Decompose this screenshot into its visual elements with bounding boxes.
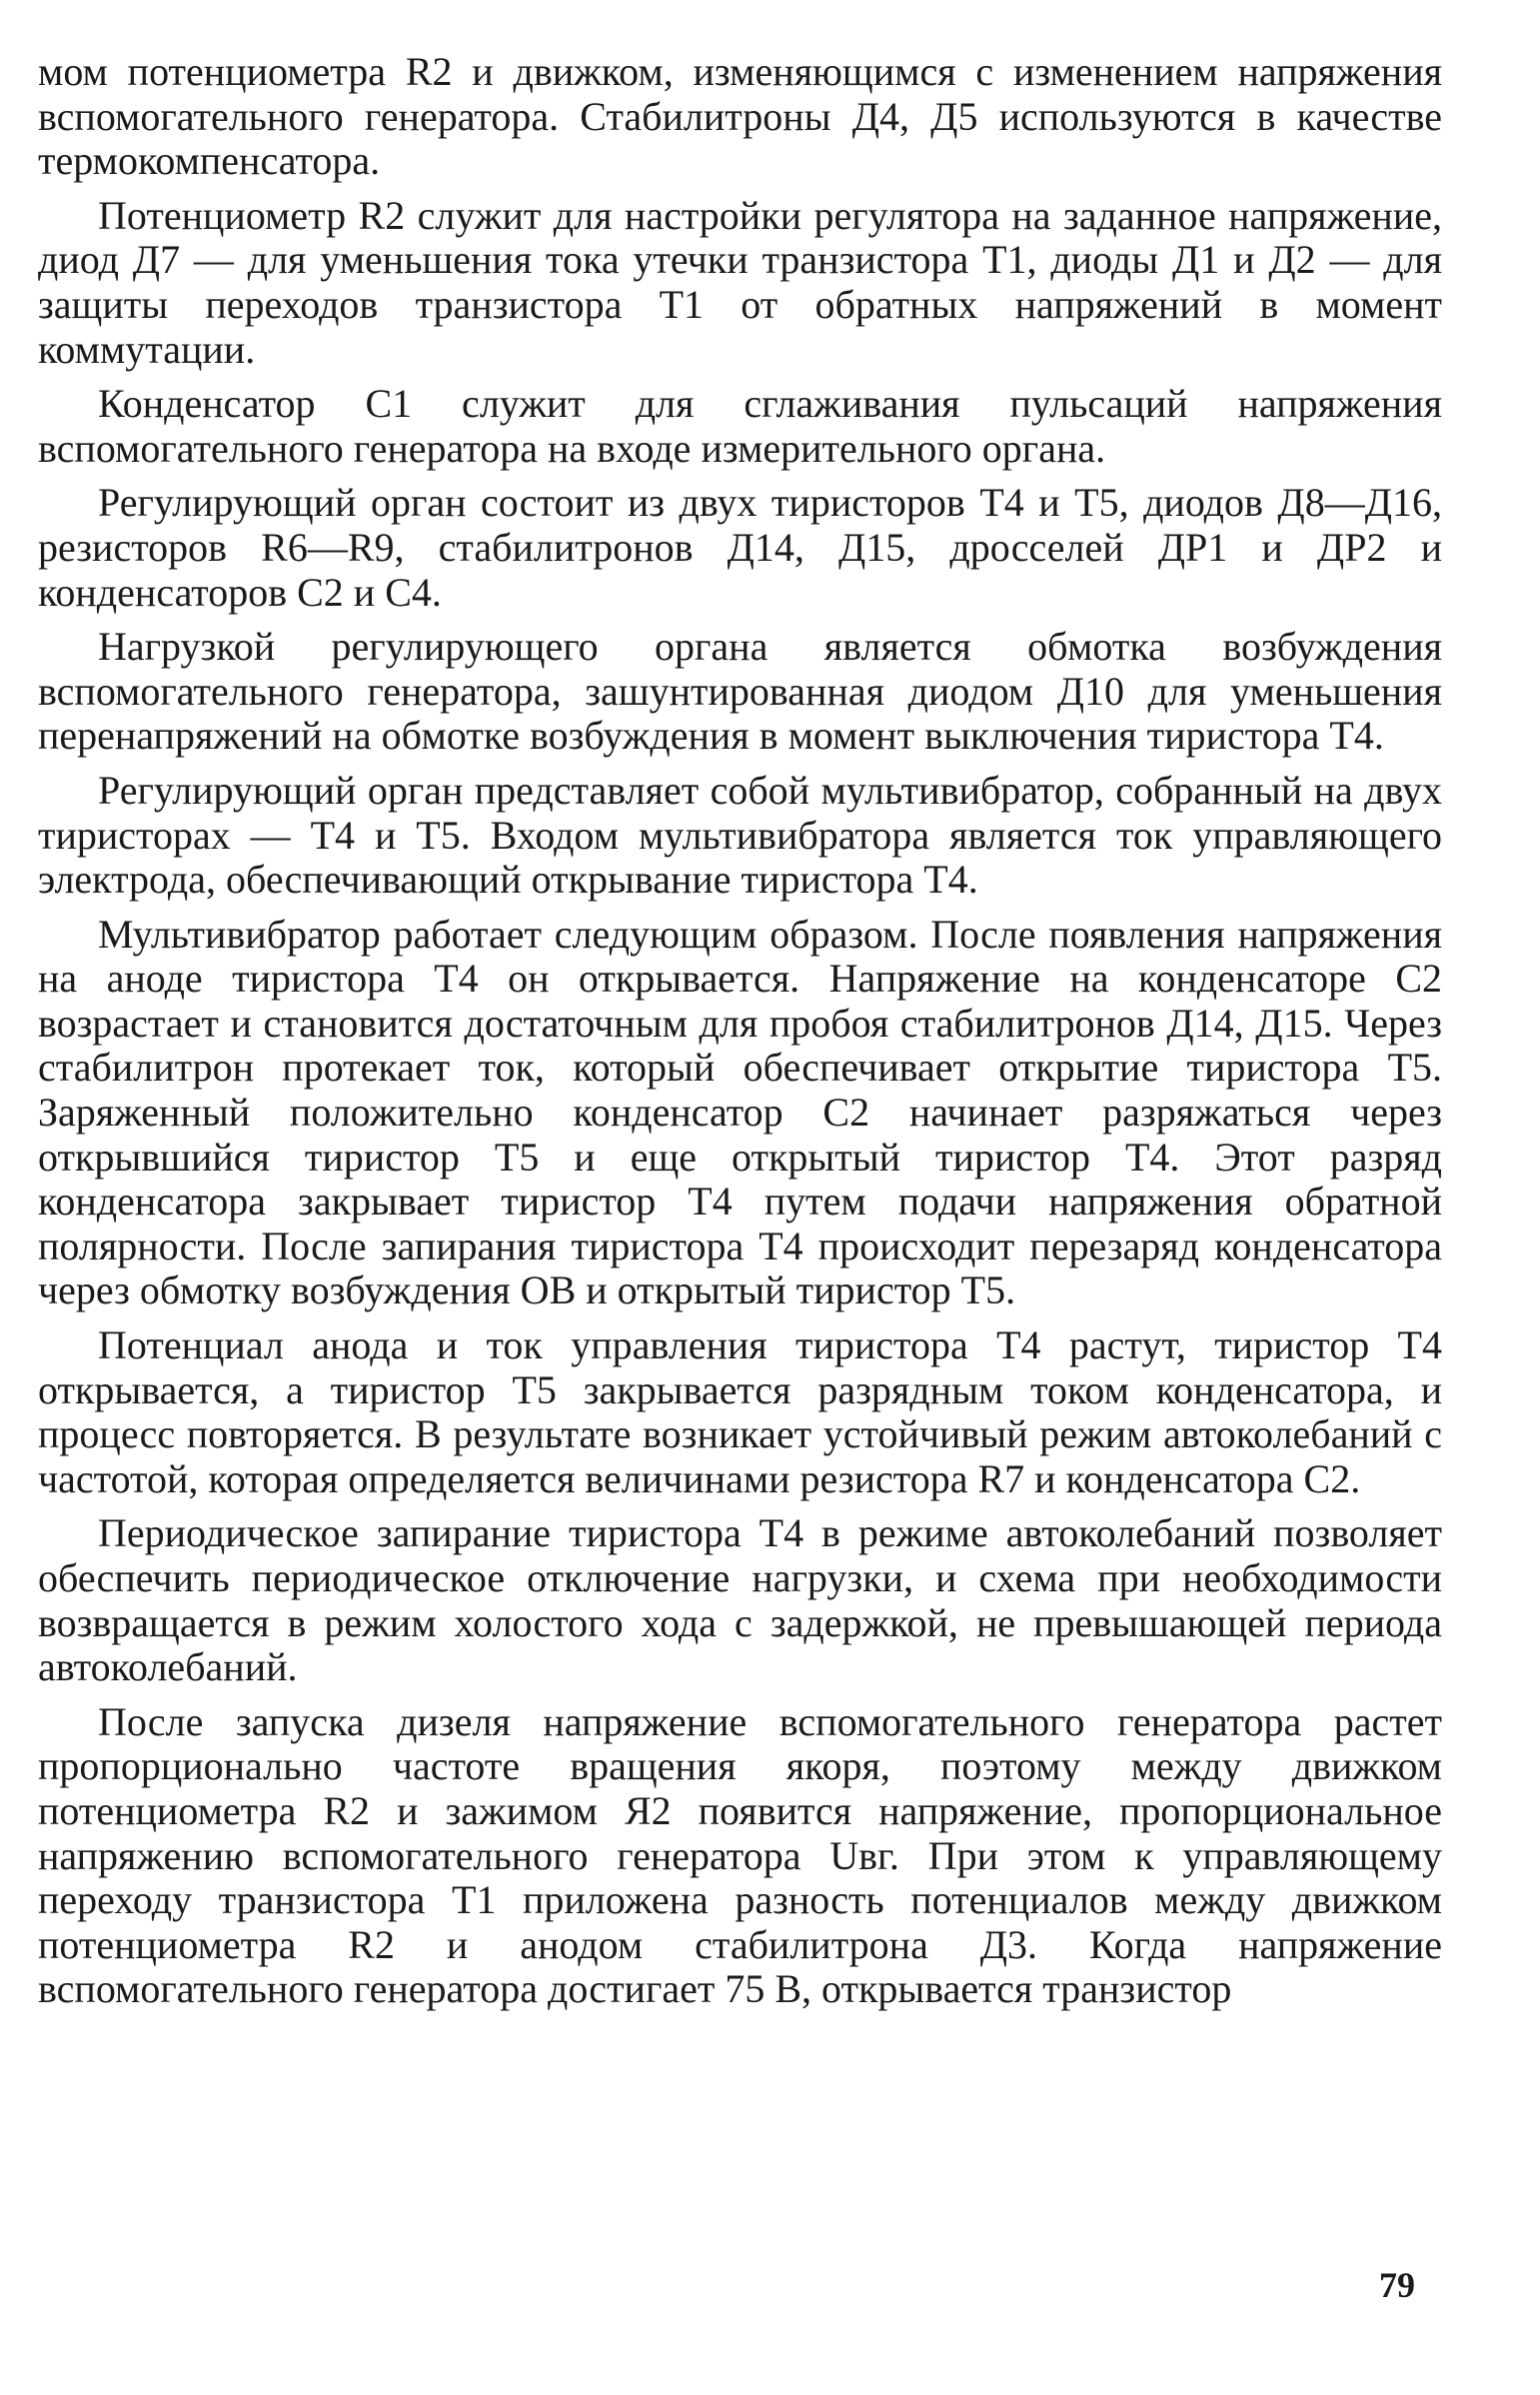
paragraph-2: Потенциометр R2 служит для настройки регулятора на заданное напряжение, диод Д7 — для уменьшения тока утечки транзистора Т1, диоды Д1 и Д2 — для защиты переходов транзистора Т1 от обратных напряжений в момент коммутации. [38,192,1442,372]
page-body [38,50,1442,2022]
paragraph-1: мом потенциометра R2 и движком, изменяющимся с изменением напряжения вспомогательного генератора. Стабилитроны Д4, Д5 используются в качестве термокомпенсатора. [38,49,1442,184]
paragraph-9: Периодическое запирание тиристора Т4 в режиме автоколебаний позволяет обеспечить периодическое отключение нагрузки, и схема при необходимости возвращается в режим холостого хода с задержкой, не превышающей периода автоколебаний. [38,1510,1442,1690]
paragraph-6: Регулирующий орган представляет собой мультивибратор, собранный на двух тиристорах — Т4 и Т5. Входом мультивибратора является ток управляющего электрода, обеспечивающий открывание тиристора Т4. [38,767,1442,903]
paragraph-4: Регулирующий орган состоит из двух тиристоров Т4 и Т5, диодов Д8—Д16, резисторов R6—R9, стабилитронов Д14, Д15, дросселей ДР1 и ДР2 и конденсаторов С2 и С4. [38,480,1442,615]
page-number: 79 [1379,2265,1415,2305]
paragraph-3: Конденсатор С1 служит для сглаживания пульсаций напряжения вспомогательного генератора на входе измерительного органа. [38,381,1442,471]
paragraph-5: Нагрузкой регулирующего органа является обмотка возбуждения вспомогательного генератора, зашунтированная диодом Д10 для уменьшения перенапряжений на обмотке возбуждения в момент выключения тиристора Т4. [38,624,1442,759]
paragraph-10: После запуска дизеля напряжение вспомогательного генератора растет пропорционально частоте вращения якоря, поэтому между движком потенциометра R2 и зажимом Я2 появится напряжение, пропорциональное напряжению вспомогательного генератора Uвг. При этом к управляющему переходу транзистора Т1 приложена разность потенциалов между движком потенциометра R2 и анодом стабилитрона Д3. Когда напряжение вспомогательного генератора достигает 75 В, открывается транзистор [38,1698,1442,2012]
paragraph-8: Потенциал анода и ток управления тиристора Т4 растут, тиристор Т4 открывается, а тиристор Т5 закрывается разрядным током конденсатора, и процесс повторяется. В результате возникает устойчивый режим автоколебаний с частотой, которая определяется величинами резистора R7 и конденсатора С2. [38,1322,1442,1501]
paragraph-7: Мультивибратор работает следующим образом. После появления напряжения на аноде тиристора Т4 он открывается. Напряжение на конденсаторе С2 возрастает и становится достаточным для пробоя стабилитронов Д14, Д15. Через стабилитрон протекает ток, который обеспечивает открытие тиристора Т5. Заряженный положительно конденсатор С2 начинает разряжаться через открывшийся тиристор Т5 и еще открытый тиристор Т4. Этот разряд конденсатора закрывает тиристор Т4 путем подачи напряжения обратной полярности. После запирания тиристора Т4 происходит перезаряд конденсатора через обмотку возбуждения ОВ и открытый тиристор Т5. [38,911,1442,1313]
